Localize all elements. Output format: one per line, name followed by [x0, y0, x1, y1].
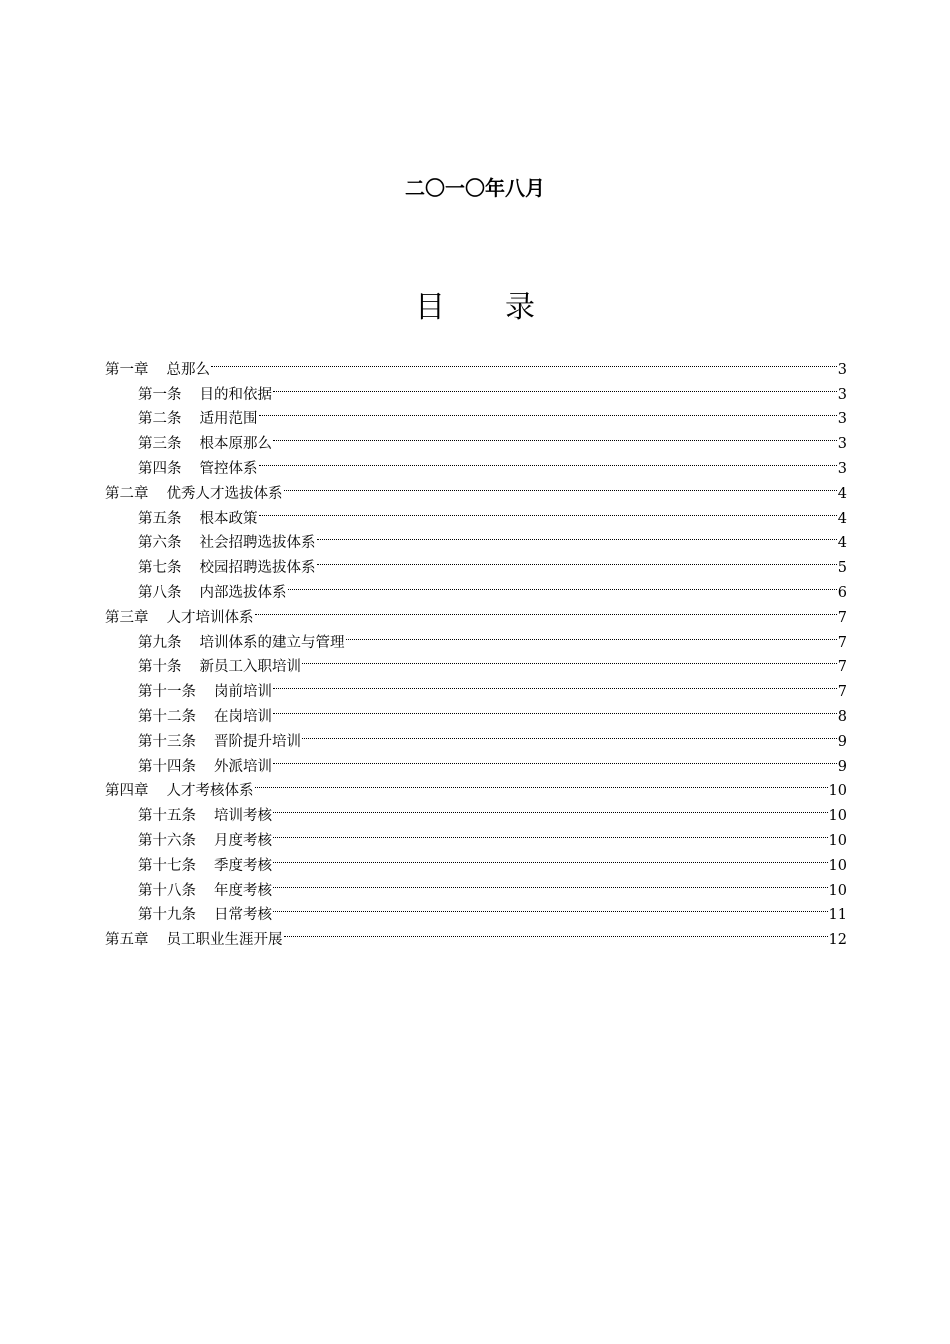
toc-dot-leader: [255, 597, 837, 622]
toc-dot-leader: [259, 448, 837, 473]
toc-entry-number: 第五条: [138, 510, 182, 527]
toc-entry-page: 6: [837, 584, 847, 601]
toc-entry-number: 第十九条: [138, 907, 196, 924]
toc-entry-page: 4: [837, 485, 847, 502]
toc-entry-page: 11: [828, 907, 847, 924]
toc-entry-page: 3: [837, 436, 847, 453]
toc-entry-number: 第十六条: [138, 832, 196, 849]
toc-entry-number: 第八条: [138, 584, 182, 601]
toc-dot-leader: [211, 349, 837, 374]
toc-entry-page: 10: [828, 857, 847, 874]
toc-dot-leader: [288, 572, 837, 597]
toc-entry-number: 第十条: [138, 659, 182, 676]
toc-entry-number: 第六条: [138, 535, 182, 552]
toc-entry-title: 目的和依据: [199, 386, 272, 403]
toc-entry-title: 管控体系: [199, 460, 258, 477]
toc-entry-title: 校园招聘选拔体系: [199, 560, 316, 577]
toc-dot-leader: [273, 795, 828, 820]
toc-entry-page: 10: [828, 783, 847, 800]
toc-entry-number: 第一条: [138, 386, 182, 403]
toc-entry-title: 人才考核体系: [166, 783, 254, 800]
toc-heading-char-1: 目: [415, 290, 445, 325]
toc-entry-page: 10: [828, 808, 847, 825]
toc-dot-leader: [302, 647, 837, 672]
toc-entry-number: 第十五条: [138, 808, 196, 825]
toc-dot-leader: [259, 399, 837, 424]
toc-dot-leader: [317, 547, 837, 572]
toc-entry-title: 年度考核: [214, 882, 272, 899]
toc-dot-leader: [273, 820, 828, 845]
toc-dot-leader: [273, 374, 837, 399]
toc-entry-title: 在岗培训: [214, 708, 272, 725]
toc-entry-page: 9: [837, 758, 847, 775]
toc-entry-number: 第五章: [105, 932, 149, 949]
toc-entry-number: 第二条: [138, 411, 182, 428]
toc-entry-number: 第九条: [138, 634, 182, 651]
toc-dot-leader: [284, 919, 828, 944]
toc-entry[interactable]: [105, 349, 847, 378]
toc-entry-title: 新员工入职培训: [199, 659, 301, 676]
toc-entry-title: 员工职业生涯开展: [166, 932, 283, 949]
toc-entry-title: 内部选拔体系: [199, 584, 287, 601]
toc-entry-page: 7: [837, 634, 847, 651]
toc-entry-title: 培训体系的建立与管理: [199, 634, 345, 651]
toc-entry-number: 第十二条: [138, 708, 196, 725]
toc-entry-number: 第三章: [105, 609, 149, 626]
toc-entry-title: 根本原那么: [199, 436, 272, 453]
toc-heading-char-2: 录: [505, 290, 535, 325]
toc-entry-number: 第七条: [138, 560, 182, 577]
document-date: 二〇一〇年八月: [405, 176, 545, 200]
toc-entry-title: 社会招聘选拔体系: [199, 535, 316, 552]
toc-entry-page: 10: [828, 832, 847, 849]
table-of-contents: [105, 349, 847, 949]
toc-dot-leader: [284, 473, 837, 498]
toc-entry-page: 3: [837, 460, 847, 477]
toc-dot-leader: [273, 696, 837, 721]
toc-dot-leader: [273, 895, 828, 920]
toc-entry-number: 第四条: [138, 460, 182, 477]
toc-entry-page: 3: [837, 411, 847, 428]
toc-entry-page: 9: [837, 733, 847, 750]
toc-entry-title: 适用范围: [199, 411, 258, 428]
toc-entry-title: 外派培训: [214, 758, 272, 775]
toc-entry-title: 季度考核: [214, 857, 272, 874]
toc-dot-leader: [317, 523, 837, 548]
toc-dot-leader: [259, 498, 837, 523]
toc-entry-number: 第十一条: [138, 684, 196, 701]
toc-entry-number: 第四章: [105, 783, 149, 800]
toc-dot-leader: [273, 845, 828, 870]
toc-entry-number: 第一章: [105, 361, 149, 378]
toc-entry-page: 12: [828, 932, 847, 949]
toc-entry-number: 第十七条: [138, 857, 196, 874]
toc-heading: [0, 282, 950, 326]
toc-entry-page: 4: [837, 535, 847, 552]
toc-entry-number: 第三条: [138, 436, 182, 453]
toc-dot-leader: [273, 870, 828, 895]
toc-entry-number: 第十八条: [138, 882, 196, 899]
toc-entry-page: 7: [837, 684, 847, 701]
toc-entry-title: 培训考核: [214, 808, 272, 825]
toc-entry-page: 7: [837, 659, 847, 676]
toc-entry-page: 7: [837, 609, 847, 626]
toc-dot-leader: [255, 771, 828, 796]
toc-entry-page: 5: [837, 560, 847, 577]
toc-entry-page: 8: [837, 708, 847, 725]
toc-entry-title: 月度考核: [214, 832, 272, 849]
toc-entry-title: 人才培训体系: [166, 609, 254, 626]
toc-entry-page: 3: [837, 386, 847, 403]
toc-entry[interactable]: [105, 374, 847, 403]
toc-entry-title: 岗前培训: [214, 684, 272, 701]
toc-dot-leader: [346, 622, 837, 647]
toc-entry-number: 第二章: [105, 485, 149, 502]
toc-entry-page: 10: [828, 882, 847, 899]
toc-entry-number: 第十四条: [138, 758, 196, 775]
toc-entry-title: 根本政策: [199, 510, 258, 527]
toc-entry-number: 第十三条: [138, 733, 196, 750]
toc-entry-page: 4: [837, 510, 847, 527]
toc-dot-leader: [273, 746, 837, 771]
toc-entry-title: 总那么: [166, 361, 210, 378]
toc-dot-leader: [273, 671, 837, 696]
toc-entry-page: 3: [837, 361, 847, 378]
toc-dot-leader: [273, 423, 837, 448]
toc-entry-title: 日常考核: [214, 907, 272, 924]
toc-entry-title: 晋阶提升培训: [214, 733, 301, 750]
toc-entry-title: 优秀人才选拔体系: [166, 485, 283, 502]
toc-dot-leader: [302, 721, 837, 746]
